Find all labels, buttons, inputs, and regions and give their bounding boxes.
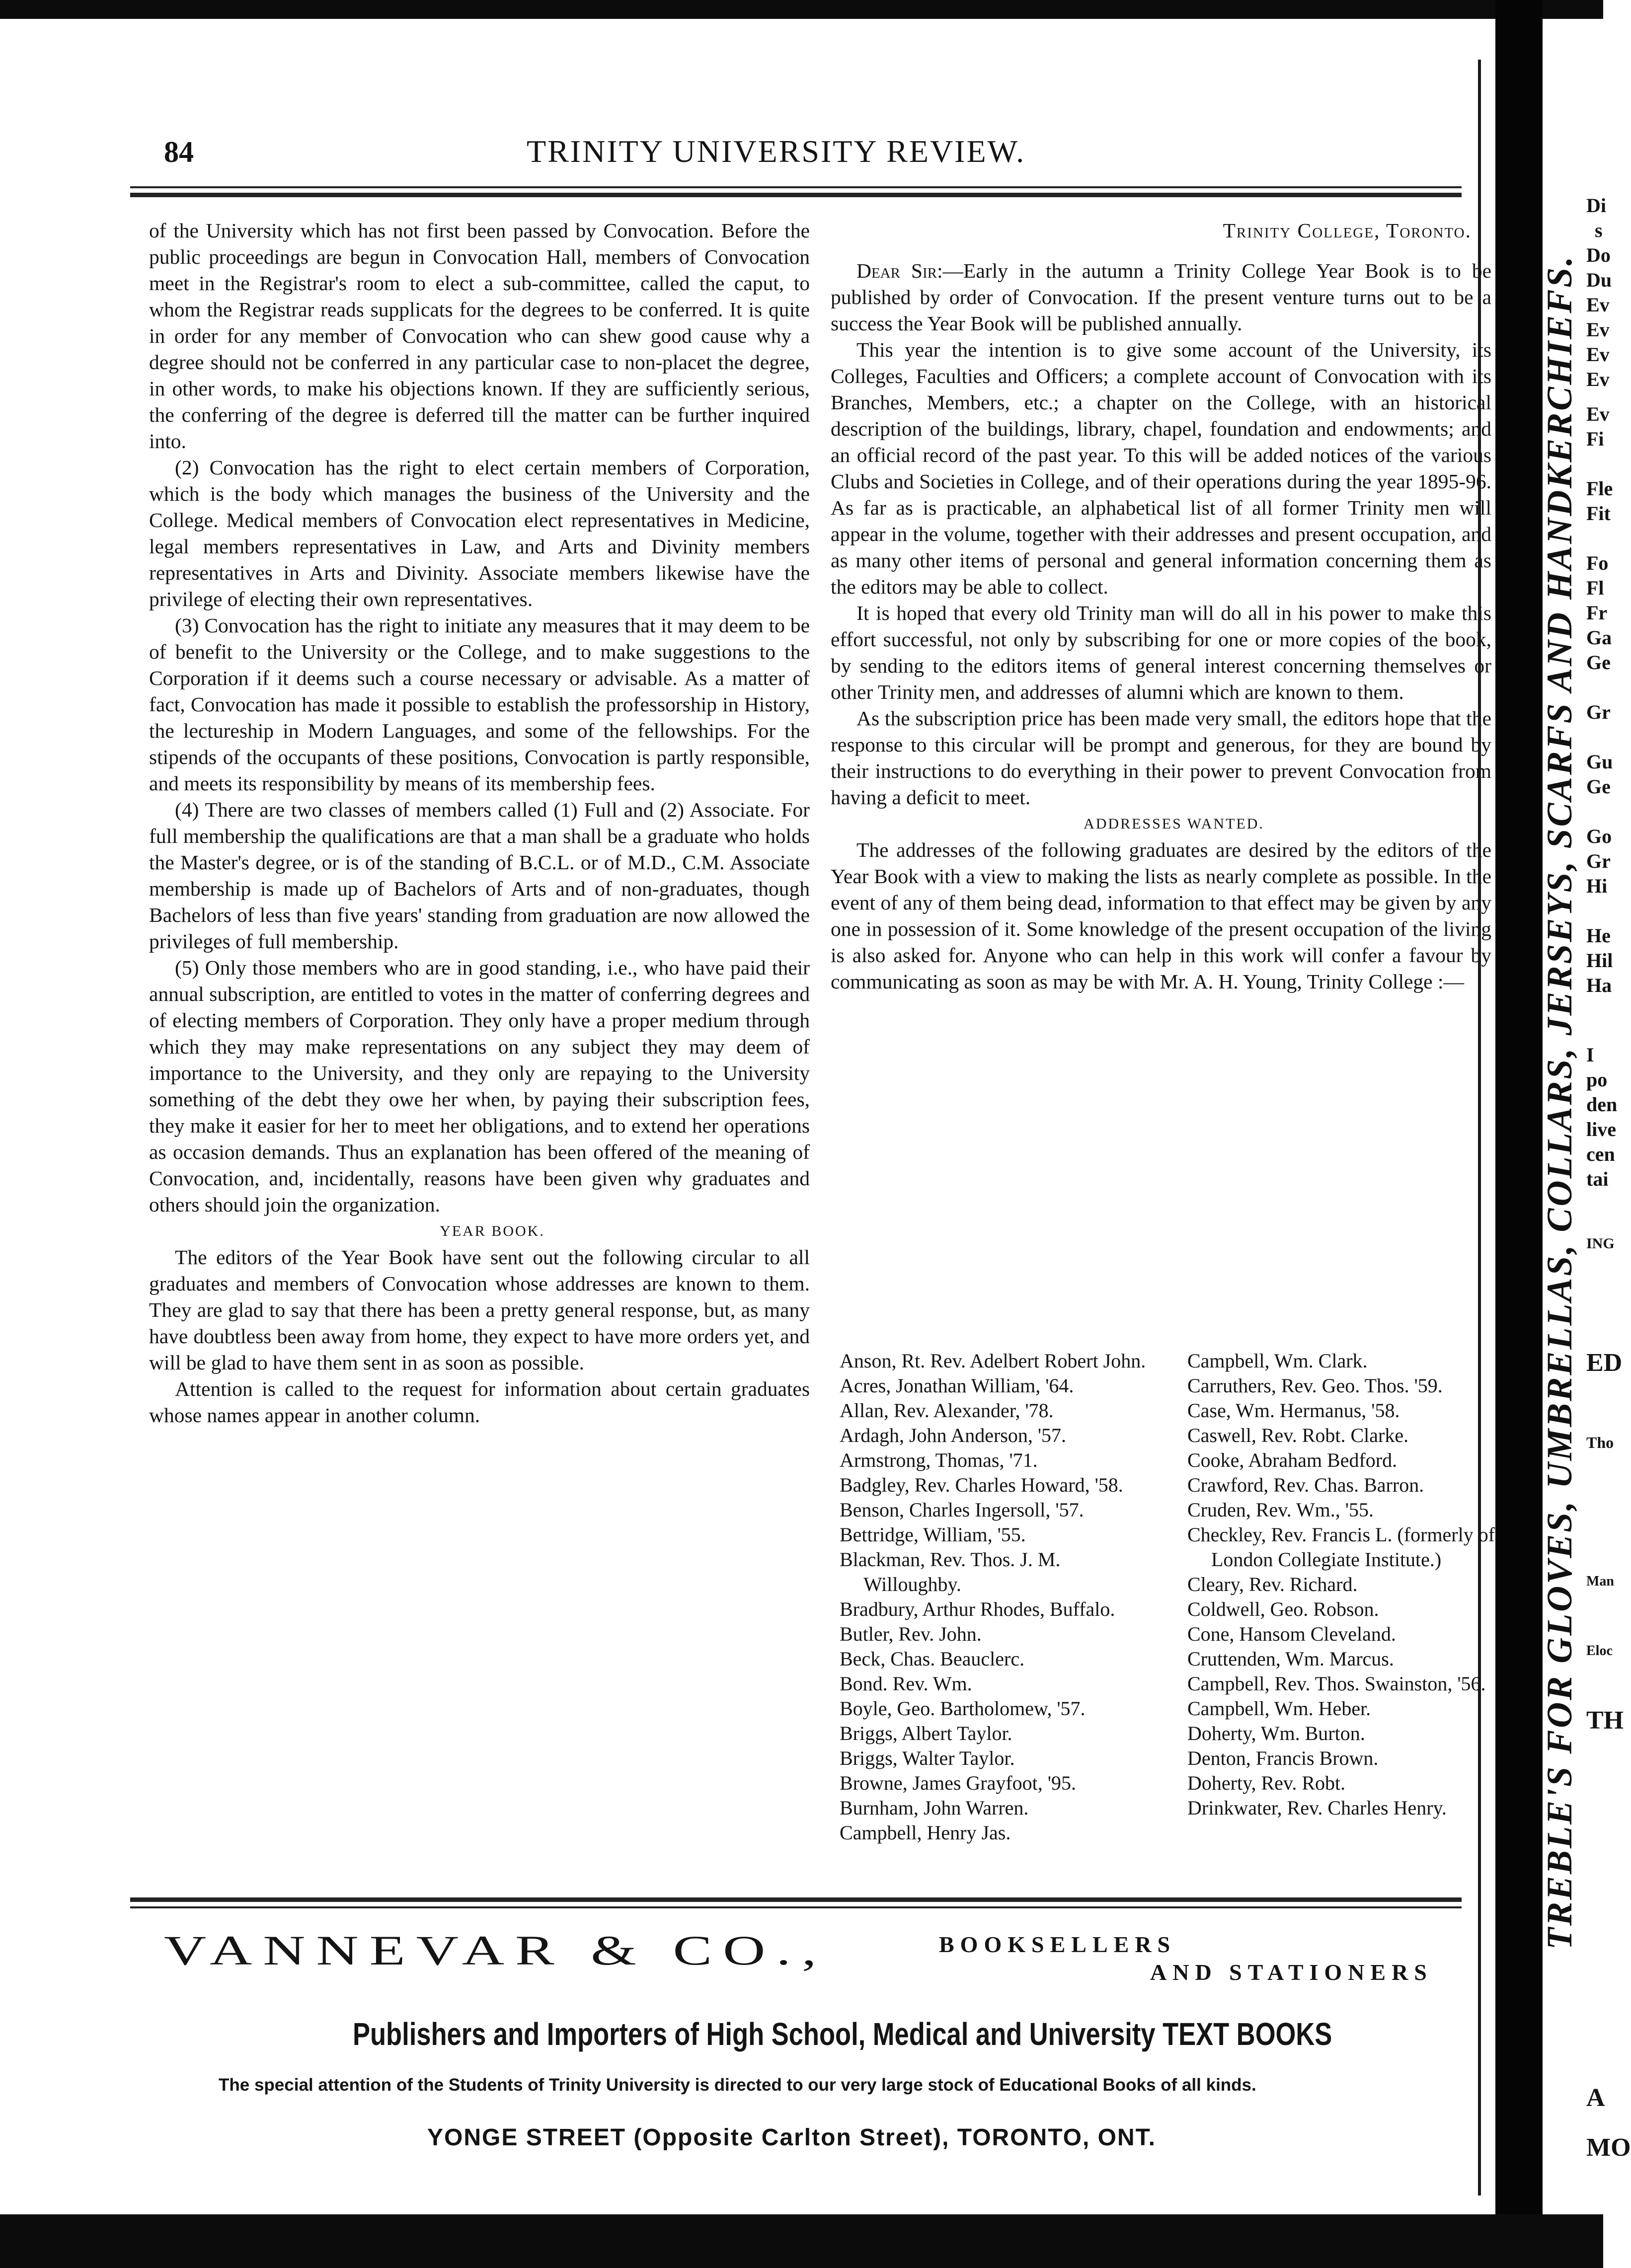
adjacent-page-fragment: cen	[1586, 1143, 1615, 1165]
advert-attention-line: The special attention of the Students of Trinity University is directed to our very large stock of Educational Books of all kinds.	[219, 2075, 1256, 2095]
adjacent-page-fragment: Fl	[1586, 577, 1604, 599]
right-column	[831, 218, 1491, 995]
adjacent-page-fragment: Fle	[1586, 477, 1613, 500]
advert-rule-thin	[130, 1906, 1462, 1908]
adjacent-page-fragment: Ha	[1586, 974, 1612, 996]
advert-trade-line-2: AND STATIONERS	[1150, 1960, 1433, 1985]
list-item: Campbell, Henry Jas.	[840, 1821, 1011, 1844]
running-title: TRINITY UNIVERSITY REVIEW.	[527, 134, 1026, 169]
list-item: Cone, Hansom Cleveland.	[1187, 1623, 1396, 1645]
binding-gutter	[1495, 0, 1543, 2268]
header-rule-thick	[130, 193, 1462, 197]
adjacent-page-fragment: Ga	[1586, 626, 1612, 649]
list-item: Benson, Charles Ingersoll, '57.	[840, 1499, 1084, 1521]
list-item: Acres, Jonathan William, '64.	[840, 1374, 1074, 1397]
list-item: Doherty, Rev. Robt.	[1187, 1772, 1346, 1794]
list-item: Checkley, Rev. Francis L. (formerly of London Collegiate Institute.)	[1187, 1523, 1495, 1571]
list-item: Beck, Chas. Beauclerc.	[840, 1648, 1025, 1670]
adjacent-page-fragment: A	[1586, 2084, 1605, 2112]
list-item: Badgley, Rev. Charles Howard, '58.	[840, 1474, 1123, 1496]
list-item: Cooke, Abraham Bedford.	[1187, 1449, 1398, 1471]
adjacent-page-fragment: Tho	[1586, 1434, 1614, 1451]
advert-trade-line-1: BOOKSELLERS	[939, 1932, 1176, 1957]
list-item: Blackman, Rev. Thos. J. M. Willoughby.	[840, 1548, 1061, 1595]
letter-paragraph-opening	[831, 258, 1491, 337]
adjacent-page-fragment: Ev	[1586, 294, 1610, 316]
adjacent-page-fragment: Ev	[1586, 368, 1610, 390]
list-item: Campbell, Wm. Clark.	[1187, 1350, 1368, 1372]
adjacent-page-fragment: Fr	[1586, 602, 1608, 624]
adjacent-page-fragment: I	[1586, 1044, 1594, 1066]
adjacent-page-fragment: He	[1586, 924, 1611, 947]
list-item: Coldwell, Geo. Robson.	[1187, 1598, 1379, 1620]
names-list-b	[1187, 1349, 1495, 1820]
adjacent-page-fragment: TH	[1586, 1706, 1624, 1735]
paragraph: The addresses of the following graduates are desired by the editors of the Year Book with a view to making the lists as nearly complete as possible. In the event of any of them being dead, information to that effect may be given by any one in possession of it. Some knowledge of the present occupation of the living is also asked for. Anyone who can help in this work will confer a favour by communicating as soon as may be with Mr. A. H. Young, Trinity College :—	[831, 838, 1491, 993]
list-item: Denton, Francis Brown.	[1187, 1747, 1379, 1769]
paragraph: of the University which has not first been passed by Convocation. Before the public proceedings are begun in Convocation Hall, members of Convocation meet in the Registrar's room to elect a sub-committee, called the caput, to whom the Registrar reads supplicats for the degrees to be conferred. It is quite in order for any member of Convocation who can shew good cause why a degree should not be conferred in any particular case to non-placet the degree, in other words, to make his objections known. If they are sufficiently serious, the conferring of the degree is deferred till the matter can be further inquired into.	[149, 219, 810, 453]
dateline: Trinity College, Toronto.	[1223, 219, 1472, 242]
paragraph: (3) Convocation has the right to initiate any measures that it may deem to be of benefit to the University or the College, and to make suggestions to the Corporation if it deems such a course necessary or advisable. As a matter of fact, Convocation has made it possible to establish the professorship in History, the lectureship in Modern Languages, and some of the fellowships. For the stipends of the occupants of these positions, Convocation is partly responsible, and meets its responsibility by means of its membership fees.	[149, 614, 810, 795]
adjacent-page-fragment: Fit	[1586, 502, 1611, 525]
advert-publishers-line: Publishers and Importers of High School, Medical and University TEXT BOOKS	[353, 2016, 1332, 2052]
adjacent-page-fragment: s	[1595, 219, 1603, 241]
list-item: Burnham, John Warren.	[840, 1797, 1029, 1819]
advert-firm-name: VANNEVAR & CO.,	[164, 1927, 828, 1974]
list-item: Crawford, Rev. Chas. Barron.	[1187, 1474, 1424, 1496]
list-item: Cleary, Rev. Richard.	[1187, 1573, 1358, 1595]
adjacent-page-fragment: Fi	[1586, 428, 1604, 450]
adjacent-page-fragment: Gr	[1586, 701, 1611, 723]
list-item: Case, Wm. Hermanus, '58.	[1187, 1399, 1400, 1422]
letter-text: :—Early in the autumn a Trinity College Year Book is to be published by order of Convocation. If the present venture turns out to be a success the Year Book will be published annually.	[831, 259, 1492, 335]
adjacent-page-fragment: Go	[1586, 825, 1612, 847]
adjacent-page-fragment: Gr	[1586, 850, 1611, 872]
adjacent-page-fragment: Eloc	[1586, 1643, 1613, 1659]
list-item: Bettridge, William, '55.	[840, 1523, 1026, 1546]
adjacent-page-fragment: den	[1586, 1093, 1618, 1116]
adjacent-page-fragment: Man	[1586, 1574, 1614, 1589]
section-heading-year-book: YEAR BOOK.	[440, 1223, 545, 1239]
list-item: Caswell, Rev. Robt. Clarke.	[1187, 1424, 1409, 1446]
adjacent-page-vertical-advert: TREBLE'S FOR GLOVES, UMBRELLAS, COLLARS, JERSEYS, SCARFS AND HANDKERCHIEFS.	[1540, 254, 1579, 1950]
list-item: Allan, Rev. Alexander, '78.	[840, 1399, 1054, 1422]
list-item: Boyle, Geo. Bartholomew, '57.	[840, 1697, 1086, 1720]
adjacent-page-fragment: Ev	[1586, 403, 1610, 425]
paragraph: Attention is called to the request for information about certain graduates whose names appear in another column.	[149, 1377, 810, 1427]
adjacent-page-fragment: Di	[1586, 194, 1606, 217]
adjacent-page-fragment: Ge	[1586, 651, 1611, 674]
section-heading-addresses: ADDRESSES WANTED.	[1084, 816, 1264, 832]
adjacent-page-fragment: tai	[1586, 1168, 1609, 1190]
list-item: Carruthers, Rev. Geo. Thos. '59.	[1187, 1374, 1443, 1397]
list-item: Ardagh, John Anderson, '57.	[840, 1424, 1067, 1446]
paragraph: (5) Only those members who are in good standing, i.e., who have paid their annual subscription, are entitled to votes in the matter of conferring degrees and of electing members of Corporation. They only have a proper medium through which they may make representations on any subject they may deem of importance to the University, and they only are repaying to the University something of the debt they owe her when, by paying their subscription fees, they make it easier for her to meet her obligations, and to extend her operations as occasion demands. Thus an explanation has been offered of the meaning of Convocation, and, incidentally, reasons have been given why graduates and others should join the organization.	[149, 956, 810, 1216]
list-item: Campbell, Rev. Thos. Swainston, '56.	[1187, 1672, 1486, 1695]
adjacent-page-fragment: Do	[1586, 244, 1611, 266]
left-column	[149, 218, 810, 1429]
list-item: Briggs, Walter Taylor.	[840, 1747, 1015, 1769]
paragraph: It is hoped that every old Trinity man will do all in his power to make this effort successful, not only by subscribing for one or more copies of the book, by sending to the editors items of general interest concerning themselves or other Trinity men, and addresses of alumni which are known to them.	[831, 602, 1491, 703]
paragraph: As the subscription price has been made very small, the editors hope that the response to this circular will be prompt and generous, for they are bound by their instructions to do everything in their power to prevent Convocation from having a deficit to meet.	[831, 707, 1491, 809]
adjacent-page-fragment: ED	[1586, 1349, 1623, 1377]
adjacent-page-fragment: live	[1586, 1118, 1616, 1140]
paragraph: (2) Convocation has the right to elect certain members of Corporation, which is the body which manages the business of the University and the College. Medical members of Convocation elect representatives in Medicine, legal members representatives in Law, and Arts and Divinity members representatives in Arts and Divinity. Associate members likewise have the privilege of electing their own representatives.	[149, 456, 810, 610]
list-item: Campbell, Wm. Heber.	[1187, 1697, 1371, 1720]
list-item: Briggs, Albert Taylor.	[840, 1722, 1012, 1744]
paragraph: This year the intention is to give some account of the University, its Colleges, Faculties and Officers; a complete account of Convocation with its Branches, Members, etc.; a chapter on the College, with an historical description of the buildings, library, chapel, foundation and endowments; and an official record of the past year. To this will be added notices of the various Clubs and Societies in College, and of their operations during the year 1895-96. As far as is practicable, an alphabetical list of all former Trinity men will appear in the volume, together with their addresses and present occupation, and as many other items of personal and general information concerning them as the editors may be able to collect.	[831, 338, 1491, 598]
adjacent-page-fragment: Ge	[1586, 775, 1611, 798]
list-item: Doherty, Wm. Burton.	[1187, 1722, 1365, 1744]
adjacent-page-fragment: Fo	[1586, 552, 1609, 574]
list-item: Armstrong, Thomas, '71.	[840, 1449, 1038, 1471]
advert-rule-thick	[130, 1897, 1462, 1902]
list-item: Browne, James Grayfoot, '95.	[840, 1772, 1076, 1794]
adjacent-page-fragment: Ev	[1586, 343, 1610, 366]
list-item: Cruttenden, Wm. Marcus.	[1187, 1648, 1394, 1670]
adjacent-page-fragment: Hil	[1586, 949, 1613, 972]
adjacent-page-fragment: MO	[1586, 2133, 1631, 2162]
list-item: Bond. Rev. Wm.	[840, 1672, 972, 1695]
scan-border-bottom	[0, 2214, 1603, 2268]
page-number: 84	[164, 136, 194, 168]
adjacent-page-fragment: ING	[1586, 1235, 1615, 1252]
adjacent-page-fragment: Hi	[1586, 875, 1608, 897]
list-item: Cruden, Rev. Wm., '55.	[1187, 1499, 1374, 1521]
list-item: Butler, Rev. John.	[840, 1623, 982, 1645]
paragraph: (4) There are two classes of members called (1) Full and (2) Associate. For full membership the qualifications are that a man shall be a graduate who holds the Master's degree, or is of the standing of B.C.L. or of M.D., C.M. Associate membership is made up of Bachelors of Arts and of non-graduates, though Bachelors of less than five years' standing from graduation are now allowed the privileges of full membership.	[149, 798, 810, 953]
list-item: Anson, Rt. Rev. Adelbert Robert John.	[840, 1350, 1146, 1372]
adjacent-page-fragment: Ev	[1586, 318, 1610, 341]
names-list-a	[840, 1349, 1163, 1845]
list-item: Drinkwater, Rev. Charles Henry.	[1187, 1797, 1447, 1819]
salutation: Dear Sir	[856, 259, 937, 282]
advert-address-line: YONGE STREET (Opposite Carlton Street), TORONTO, ONT.	[427, 2124, 1157, 2151]
header-rule-thin	[130, 186, 1462, 188]
adjacent-page-fragment: po	[1586, 1068, 1608, 1091]
adjacent-page-fragment: Du	[1586, 269, 1612, 291]
paragraph: The editors of the Year Book have sent out the following circular to all graduates and members of Convocation whose addresses are known to them. They are glad to say that there has been a pretty general response, but, as many have doubtless been away from home, they expect to have more orders yet, and will be glad to have them sent in as soon as possible.	[149, 1246, 810, 1374]
list-item: Bradbury, Arthur Rhodes, Buffalo.	[840, 1598, 1115, 1620]
adjacent-page-fragment: Gu	[1586, 751, 1613, 773]
